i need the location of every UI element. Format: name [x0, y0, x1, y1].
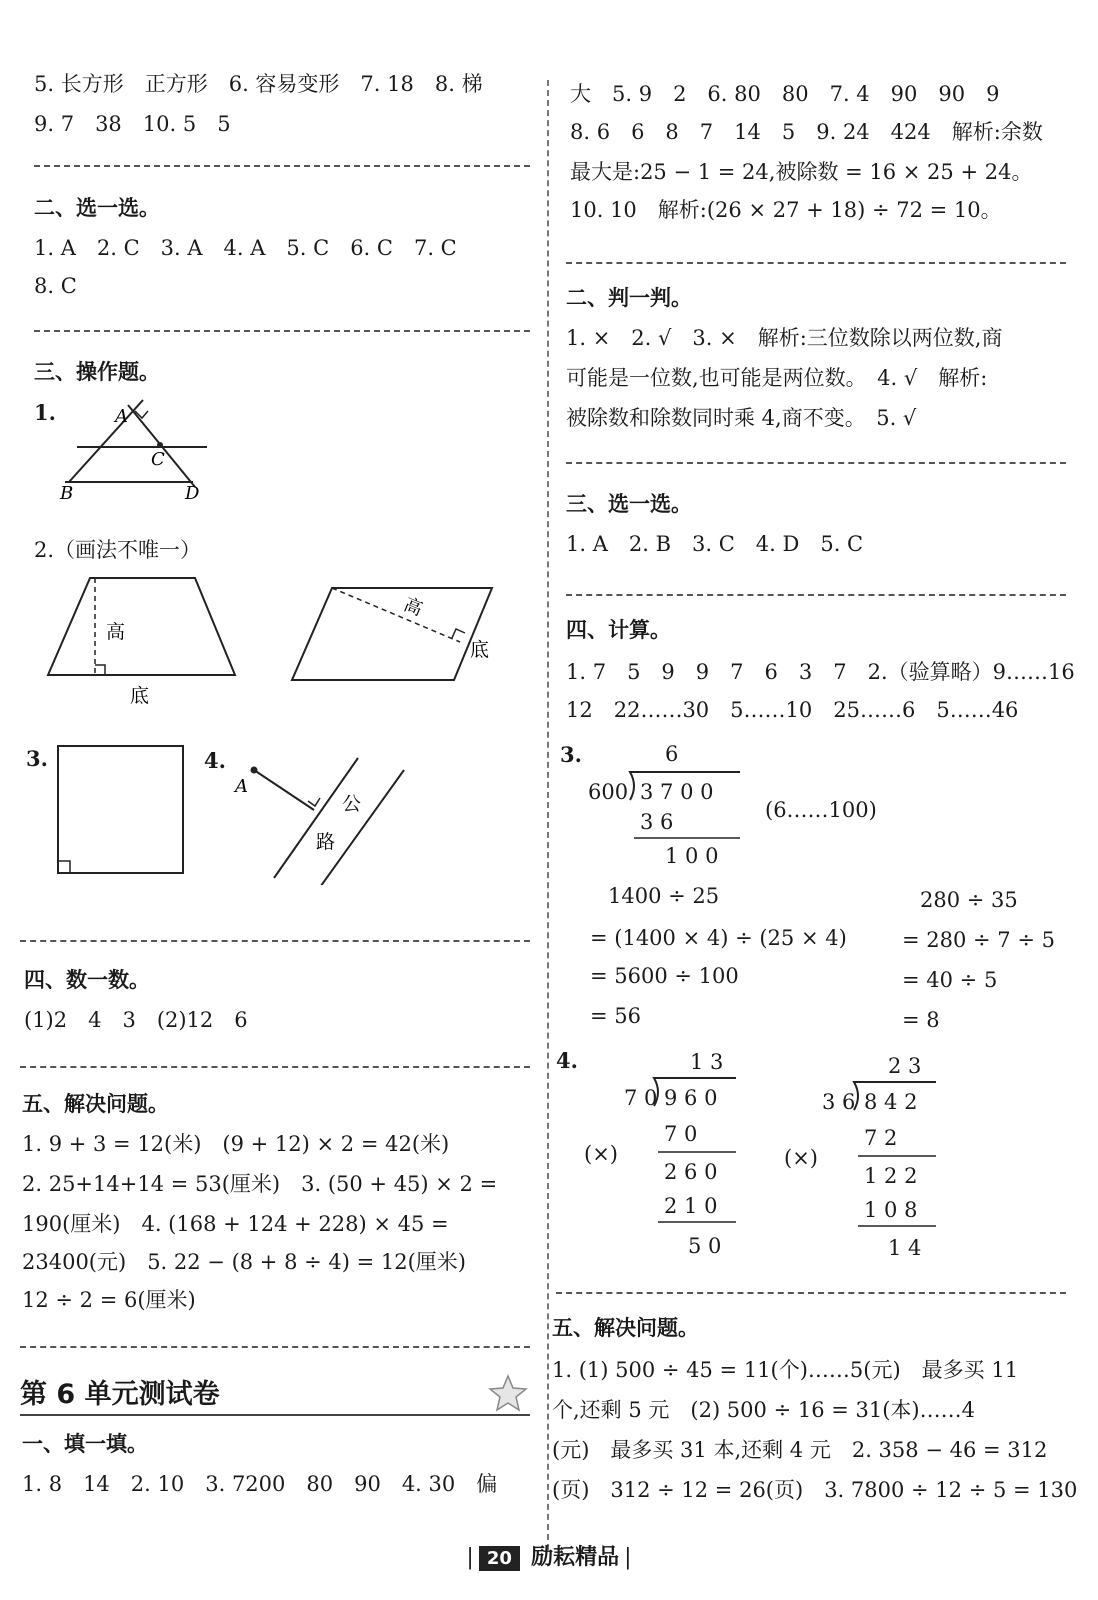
question-number: 4. [204, 748, 226, 773]
divider [566, 262, 1066, 264]
question-number: 3. [560, 742, 582, 767]
answer-line: 190(厘米) 4. (168 + 124 + 228) × 45 = [22, 1212, 449, 1236]
calc-step: = 5600 ÷ 100 [590, 964, 739, 988]
divisor: 3 6 [822, 1090, 856, 1114]
partial-dividend: 1 2 2 [864, 1164, 918, 1188]
label-b: B [60, 483, 74, 504]
label-di: 底 [130, 685, 150, 707]
answer-line: 1. 8 14 2. 10 3. 7200 80 90 4. 30 偏 [22, 1472, 498, 1496]
answer-line: 8. 6 6 8 7 14 5 9. 24 424 解析:余数 [570, 120, 1043, 144]
calc-step: 1400 ÷ 25 [608, 884, 720, 908]
quotient: 6 [665, 742, 679, 766]
remainder: 1 4 [888, 1236, 922, 1260]
label-a: A [115, 406, 128, 427]
wrong-mark: (×) [584, 1142, 618, 1166]
section-heading: 一、填一填。 [22, 1432, 148, 1456]
answer-line: 1. 9 + 3 = 12(米) (9 + 12) × 2 = 42(米) [22, 1132, 450, 1156]
calc-step: = 8 [902, 1008, 940, 1032]
answer-line: 可能是一位数,也可能是两位数。 4. √ 解析: [566, 366, 988, 390]
label-gong: 公 [342, 793, 362, 815]
height-drawing-figure [40, 570, 510, 710]
answer-line: 2. 25+14+14 = 53(厘米) 3. (50 + 45) × 2 = [22, 1172, 498, 1196]
answer-line: (1)2 4 3 (2)12 6 [24, 1008, 248, 1032]
unit-title: 第 6 单元测试卷 [20, 1379, 220, 1410]
answer-line: 23400(元) 5. 22 − (8 + 8 ÷ 4) = 12(厘米) [22, 1250, 466, 1274]
square-figure [55, 743, 190, 878]
label-a: A [235, 776, 248, 797]
dividend: 3 7 0 0 [640, 780, 714, 804]
remainder: 1 0 0 [665, 844, 719, 868]
section-heading: 四、数一数。 [24, 968, 150, 992]
parallel-line-figure [55, 395, 225, 510]
divider [566, 594, 1066, 596]
partial-dividend: 2 6 0 [664, 1160, 718, 1184]
answer-line: 1. A 2. C 3. A 4. A 5. C 6. C 7. C [34, 236, 457, 260]
section-heading: 二、判一判。 [566, 286, 692, 310]
subtrahend: 1 0 8 [864, 1198, 918, 1222]
answer-line: 5. 长方形 正方形 6. 容易变形 7. 18 8. 梯 [34, 72, 483, 96]
label-d: D [185, 483, 200, 504]
answer-line: 10. 10 解析:(26 × 27 + 18) ÷ 72 = 10。 [570, 198, 1002, 222]
dividend: 8 4 2 [864, 1090, 918, 1114]
division-result: (6……100) [765, 798, 877, 822]
dividend: 9 6 0 [664, 1086, 718, 1110]
answer-line: (元) 最多买 31 本,还剩 4 元 2. 358 − 46 = 312 [552, 1438, 1048, 1462]
question-number: 1. [34, 400, 56, 425]
page-footer: | 20 励耘精品 | [0, 1540, 1098, 1571]
label-di-2: 底 [470, 639, 490, 661]
question-number: 4. [556, 1048, 578, 1073]
answer-line: 1. (1) 500 ÷ 45 = 11(个)……5(元) 最多买 11 [552, 1358, 1019, 1382]
calc-step: 280 ÷ 35 [920, 888, 1018, 912]
star-icon [488, 1374, 528, 1412]
subtrahend: 3 6 [640, 810, 674, 834]
answer-line: 1. 7 5 9 9 7 6 3 7 2.（验算略）9……16 [566, 660, 1075, 684]
divider [34, 330, 530, 332]
answer-line: 12 22……30 5……10 25……6 5……46 [566, 698, 1019, 722]
section-heading: 五、解决问题。 [552, 1316, 699, 1340]
answer-line: 9. 7 38 10. 5 5 [34, 112, 231, 136]
page-number: 20 [479, 1546, 520, 1571]
divider [34, 165, 530, 167]
answer-line: 1. × 2. √ 3. × 解析:三位数除以两位数,商 [566, 326, 1003, 350]
label-c: C [151, 449, 165, 470]
subtrahend: 2 1 0 [664, 1194, 718, 1218]
question-number: 3. [26, 746, 48, 771]
divider [20, 1066, 530, 1068]
answer-line: 12 ÷ 2 = 6(厘米) [22, 1288, 196, 1312]
brand-name: 励耘精品 [531, 1545, 620, 1570]
answer-line: (页) 312 ÷ 12 = 26(页) 3. 7800 ÷ 12 ÷ 5 = 130 [552, 1478, 1078, 1502]
quotient: 1 3 [690, 1050, 724, 1074]
answer-line: 个,还剩 5 元 (2) 500 ÷ 16 = 31(本)……4 [552, 1398, 975, 1422]
subtrahend: 7 0 [664, 1122, 698, 1146]
section-heading: 二、选一选。 [34, 196, 160, 220]
calc-step: = 40 ÷ 5 [902, 968, 998, 992]
road-figure [232, 750, 412, 885]
section-heading: 四、计算。 [566, 618, 671, 642]
section-heading: 三、选一选。 [566, 492, 692, 516]
section-heading: 三、操作题。 [34, 360, 160, 384]
title-underline [20, 1414, 530, 1416]
divider [20, 940, 530, 942]
divider [556, 1292, 1066, 1294]
subtrahend: 7 2 [864, 1126, 898, 1150]
label-gao-2: 高 [400, 594, 426, 621]
answer-line: 1. A 2. B 3. C 4. D 5. C [566, 532, 864, 556]
answer-line: 最大是:25 − 1 = 24,被除数 = 16 × 25 + 24。 [570, 160, 1033, 184]
divider [566, 462, 1066, 464]
answer-line: 8. C [34, 274, 77, 298]
answer-line: 被除数和除数同时乘 4,商不变。 5. √ [566, 406, 917, 430]
calc-step: = 56 [590, 1004, 641, 1028]
column-divider [547, 80, 549, 1550]
remainder: 5 0 [688, 1234, 722, 1258]
calc-step: = 280 ÷ 7 ÷ 5 [902, 928, 1055, 952]
wrong-mark: (×) [784, 1146, 818, 1170]
section-heading: 五、解决问题。 [22, 1092, 169, 1116]
label-gao: 高 [106, 621, 126, 643]
divisor: 600 [588, 780, 629, 804]
quotient: 2 3 [888, 1054, 922, 1078]
question-note: 2.（画法不唯一） [34, 538, 202, 562]
divisor: 7 0 [624, 1086, 658, 1110]
divider [20, 1346, 530, 1348]
calc-step: = (1400 × 4) ÷ (25 × 4) [590, 926, 847, 950]
answer-line: 大 5. 9 2 6. 80 80 7. 4 90 90 9 [570, 82, 1000, 106]
label-lu: 路 [316, 831, 336, 853]
